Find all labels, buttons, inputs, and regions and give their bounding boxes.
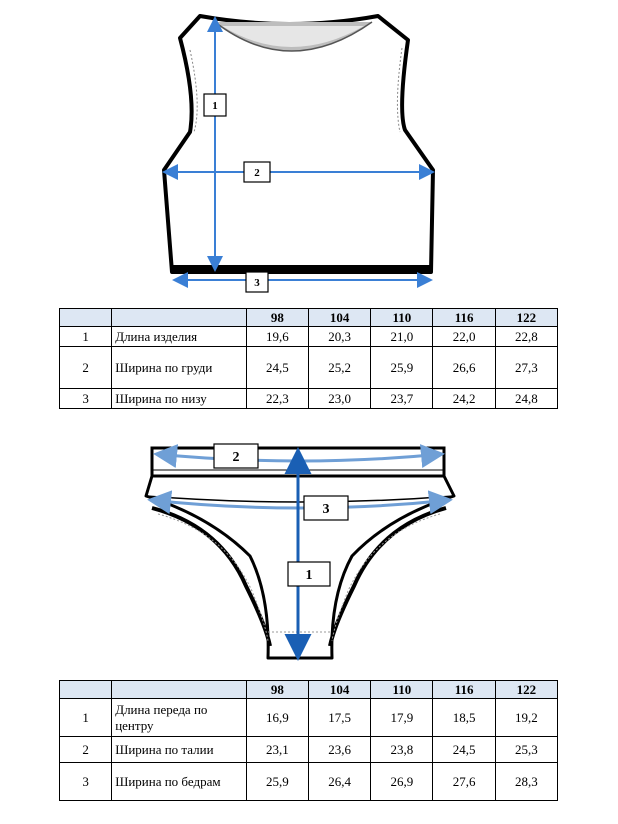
value-cell: 17,9	[371, 699, 433, 737]
table-row	[60, 699, 558, 737]
value-cell: 23,1	[246, 737, 308, 763]
header-cell: 116	[433, 681, 495, 699]
measurement-name: Ширина по бедрам	[112, 763, 247, 801]
row-number: 1	[60, 699, 112, 737]
table-row	[60, 347, 558, 389]
value-cell: 24,8	[495, 389, 557, 409]
value-cell: 21,0	[371, 327, 433, 347]
row-number: 2	[60, 347, 112, 389]
header-cell	[112, 309, 247, 327]
table-row	[60, 737, 558, 763]
table-row	[60, 327, 558, 347]
top-size-table	[59, 308, 558, 409]
value-cell: 22,0	[433, 327, 495, 347]
value-cell: 23,8	[371, 737, 433, 763]
briefs-label-2: 2	[232, 450, 240, 465]
row-number: 1	[60, 327, 112, 347]
top-label-2: 2	[254, 167, 260, 179]
row-number: 3	[60, 763, 112, 801]
measurement-name: Ширина по груди	[112, 347, 247, 389]
measurement-name: Длина переда по центру	[112, 699, 247, 737]
briefs-label-1: 1	[305, 568, 313, 583]
value-cell: 23,7	[371, 389, 433, 409]
briefs-size-table	[59, 680, 558, 801]
crop-top-outline	[164, 16, 433, 272]
value-cell: 24,5	[246, 347, 308, 389]
top-label-3: 3	[254, 277, 260, 289]
value-cell: 26,6	[433, 347, 495, 389]
header-cell: 98	[246, 309, 308, 327]
value-cell: 23,6	[308, 737, 370, 763]
value-cell: 22,8	[495, 327, 557, 347]
measurement-name: Ширина по талии	[112, 737, 247, 763]
header-cell: 104	[308, 681, 370, 699]
value-cell: 27,6	[433, 763, 495, 801]
measurement-name: Ширина по низу	[112, 389, 247, 409]
header-cell: 110	[371, 309, 433, 327]
briefs-diagram	[140, 436, 470, 666]
value-cell: 24,5	[433, 737, 495, 763]
header-cell	[60, 309, 112, 327]
header-cell: 116	[433, 309, 495, 327]
value-cell: 27,3	[495, 347, 557, 389]
crop-top-diagram	[150, 10, 450, 300]
value-cell: 20,3	[308, 327, 370, 347]
value-cell: 28,3	[495, 763, 557, 801]
table-header-row	[60, 681, 558, 699]
top-label-1: 1	[212, 100, 218, 112]
table-header-row	[60, 309, 558, 327]
value-cell: 23,0	[308, 389, 370, 409]
value-cell: 25,3	[495, 737, 557, 763]
table-row	[60, 389, 558, 409]
briefs-label-3: 3	[322, 502, 330, 517]
value-cell: 18,5	[433, 699, 495, 737]
measurement-name: Длина изделия	[112, 327, 247, 347]
value-cell: 24,2	[433, 389, 495, 409]
header-cell: 110	[371, 681, 433, 699]
value-cell: 25,9	[371, 347, 433, 389]
row-number: 2	[60, 737, 112, 763]
value-cell: 17,5	[308, 699, 370, 737]
value-cell: 25,2	[308, 347, 370, 389]
header-cell	[112, 681, 247, 699]
header-cell: 104	[308, 309, 370, 327]
value-cell: 26,4	[308, 763, 370, 801]
header-cell: 98	[246, 681, 308, 699]
header-cell	[60, 681, 112, 699]
value-cell: 25,9	[246, 763, 308, 801]
header-cell: 122	[495, 309, 557, 327]
value-cell: 16,9	[246, 699, 308, 737]
row-number: 3	[60, 389, 112, 409]
value-cell: 19,6	[246, 327, 308, 347]
value-cell: 26,9	[371, 763, 433, 801]
value-cell: 22,3	[246, 389, 308, 409]
table-row	[60, 763, 558, 801]
header-cell: 122	[495, 681, 557, 699]
value-cell: 19,2	[495, 699, 557, 737]
